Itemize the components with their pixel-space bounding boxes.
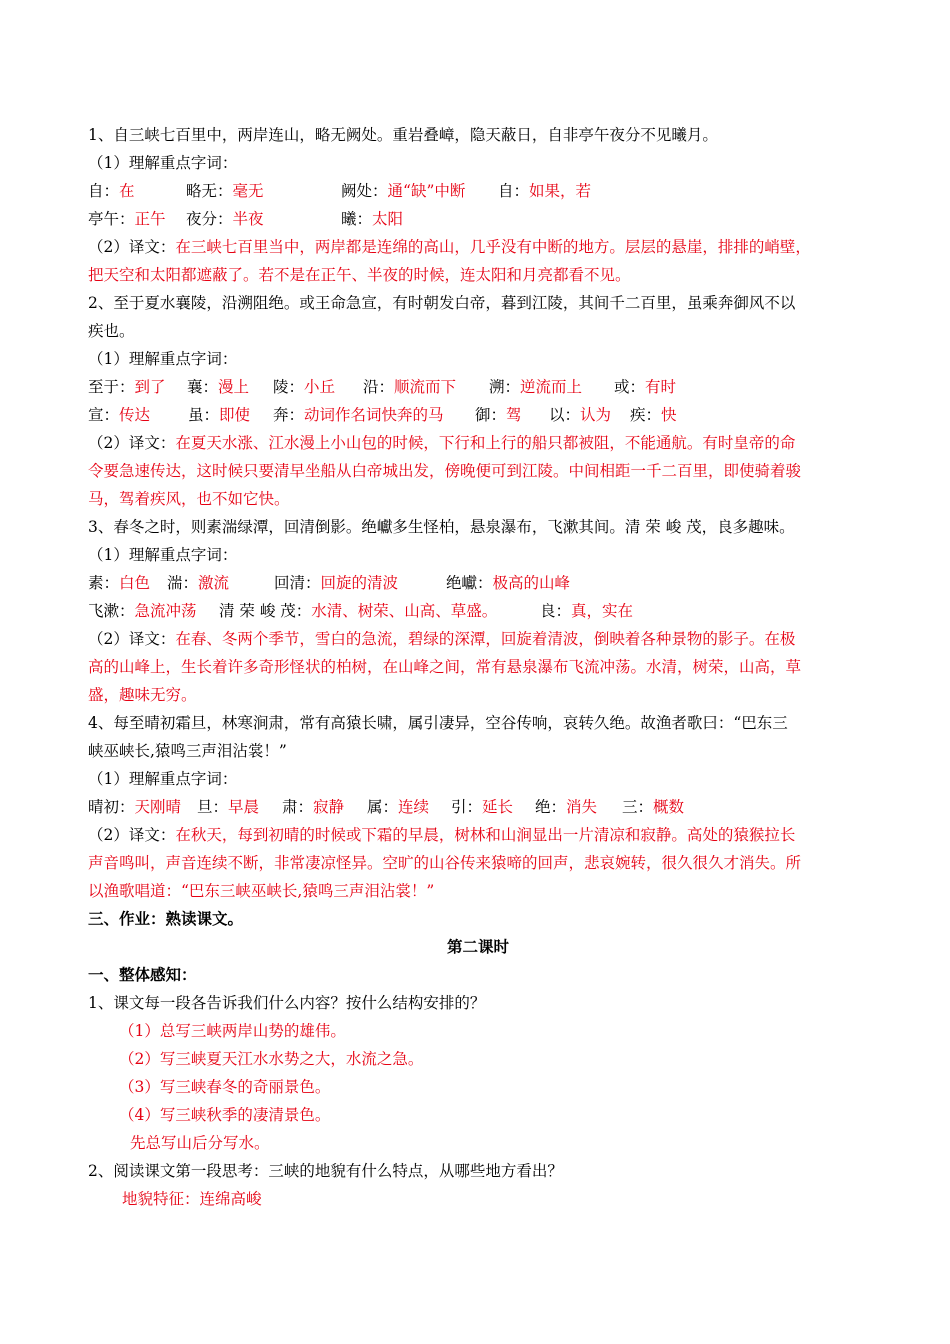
- keywords-row-3a: [88, 569, 868, 597]
- term: 清 荣 峻 茂：水清、树荣、山高、草盛。: [219, 602, 498, 620]
- term: 属：连续: [367, 798, 430, 816]
- translation-4-cont: 以渔歌唱道：“巴东三峡巫峡长,猿鸣三声泪沾裳！”: [88, 882, 435, 900]
- term: 略无：毫无: [186, 182, 264, 200]
- overall-heading: 一、整体感知：: [88, 965, 197, 984]
- term: 晴初：天刚晴: [88, 798, 182, 816]
- keywords-heading-3: （1）理解重点字词：: [88, 546, 238, 564]
- translation-3: （2）译文：在春、冬两个季节，雪白的急流，碧绿的深潭，回旋着清波，倒映着各种景物的影子。在极: [88, 630, 796, 648]
- term: 肃：寂静: [282, 798, 345, 816]
- term: 或：有时: [614, 378, 677, 396]
- document-page: [88, 121, 868, 1213]
- translation-1-cont: 把天空和太阳都遮蔽了。若不是在正午、半夜的时候，连太阳和月亮都看不见。: [88, 266, 631, 284]
- term: 疾：快: [630, 406, 677, 424]
- passage-4: 4、每至晴初霜旦，林寒涧肃，常有高猿长啸，属引凄异，空谷传响，哀转久绝。故渔者歌曰：“巴东三: [88, 714, 788, 732]
- translation-2-cont: 马，驾着疾风，也不如它快。: [88, 490, 290, 508]
- passage-3: 3、春冬之时，则素湍绿潭，回清倒影。绝巘多生怪柏，悬泉瀑布，飞漱其间。清 荣 峻 茂，良多趣味。: [88, 518, 795, 536]
- translation-2: （2）译文：在夏天水涨、江水漫上小山包的时候，下行和上行的船只都被阻，不能通航。有时皇帝的命: [88, 434, 796, 452]
- passage-2: 2、至于夏水襄陵，沿溯阻绝。或王命急宣，有时朝发白帝，暮到江陵，其间千二百里，虽乘奔御风不以: [88, 294, 796, 312]
- term: 曦：太阳: [341, 210, 404, 228]
- term: 以：认为: [549, 406, 612, 424]
- term: 奔：动词作名词快奔的马: [273, 406, 444, 424]
- keywords-row-3b: [88, 597, 868, 625]
- term: 亭午：正午: [88, 210, 166, 228]
- term: 陵：小丘: [273, 378, 336, 396]
- term: 沿：顺流而下: [363, 378, 457, 396]
- term: 回清：回旋的清波: [274, 574, 399, 592]
- term: 良：真，实在: [540, 602, 634, 620]
- answer-summary: 先总写山后分写水。: [130, 1134, 270, 1152]
- keywords-row-2a: [88, 373, 868, 401]
- question-2: 2、阅读课文第一段思考：三峡的地貌有什么特点，从哪些地方看出？: [88, 1162, 563, 1180]
- answer-item: （4）写三峡秋季的凄清景色。: [119, 1106, 331, 1124]
- term: 夜分：半夜: [186, 210, 264, 228]
- term: 阙处：通“缺”中断: [341, 182, 466, 200]
- answer-item: （3）写三峡春冬的奇丽景色。: [119, 1078, 331, 1096]
- keywords-heading-2: （1）理解重点字词：: [88, 350, 238, 368]
- term: 宣：传达: [88, 406, 151, 424]
- term: 绝：消失: [535, 798, 598, 816]
- translation-4: （2）译文：在秋天，每到初晴的时候或下霜的早晨，树林和山涧显出一片清凉和寂静。高处的猿猴拉长: [88, 826, 796, 844]
- term: 湍：激流: [167, 574, 230, 592]
- keywords-row-1b: [88, 205, 868, 233]
- term: 溯：逆流而上: [489, 378, 583, 396]
- translation-3-cont: 高的山峰上，生长着许多奇形怪状的柏树，在山峰之间，常有悬泉瀑布飞流冲荡。水清，树荣，山高，草: [88, 658, 802, 676]
- answer-2: 地貌特征：连绵高峻: [122, 1190, 262, 1208]
- keywords-heading-1: （1）理解重点字词：: [88, 154, 238, 172]
- term: 自：如果，若: [498, 182, 592, 200]
- answer-item: （1）总写三峡两岸山势的雄伟。: [119, 1022, 346, 1040]
- keywords-row-1a: [88, 177, 868, 205]
- term: 襄：漫上: [187, 378, 250, 396]
- translation-1: （2）译文：在三峡七百里当中，两岸都是连绵的高山，几乎没有中断的地方。层层的悬崖，排排的峭壁，: [88, 238, 811, 256]
- homework-heading: 三、作业：熟读课文。: [88, 909, 244, 928]
- term: 自：在: [88, 182, 135, 200]
- question-1: 1、课文每一段各告诉我们什么内容？按什么结构安排的？: [88, 994, 486, 1012]
- keywords-row-2b: [88, 401, 868, 429]
- translation-2-cont: 令要急速传达，这时候只要清早坐船从白帝城出发，傍晚便可到江陵。中间相距一千二百里，即使骑着骏: [88, 462, 802, 480]
- translation-3-cont: 盛，趣味无穷。: [88, 686, 197, 704]
- keywords-heading-4: （1）理解重点字词：: [88, 770, 238, 788]
- term: 至于：到了: [88, 378, 166, 396]
- passage-1: 1、自三峡七百里中，两岸连山，略无阙处。重岩叠嶂，隐天蔽日，自非亭午夜分不见曦月。: [88, 126, 718, 144]
- passage-2-cont: 疾也。: [88, 322, 135, 340]
- term: 绝巘：极高的山峰: [446, 574, 571, 592]
- term: 御：驾: [475, 406, 522, 424]
- term: 引：延长: [451, 798, 514, 816]
- term: 虽：即使: [188, 406, 251, 424]
- translation-4-cont: 声音鸣叫，声音连续不断，非常凄凉怪异。空旷的山谷传来猿啼的回声，悲哀婉转，很久很久才消失。所: [88, 854, 802, 872]
- answer-item: （2）写三峡夏天江水水势之大，水流之急。: [119, 1050, 424, 1068]
- keywords-row-4: [88, 793, 868, 821]
- lesson-2-title: 第二课时: [446, 937, 509, 956]
- term: 素：白色: [88, 574, 151, 592]
- term: 三：概数: [622, 798, 685, 816]
- term: 旦：早晨: [197, 798, 260, 816]
- term: 飞漱：急流冲荡: [88, 602, 197, 620]
- passage-4-cont: 峡巫峡长,猿鸣三声泪沾裳！”: [88, 742, 287, 760]
